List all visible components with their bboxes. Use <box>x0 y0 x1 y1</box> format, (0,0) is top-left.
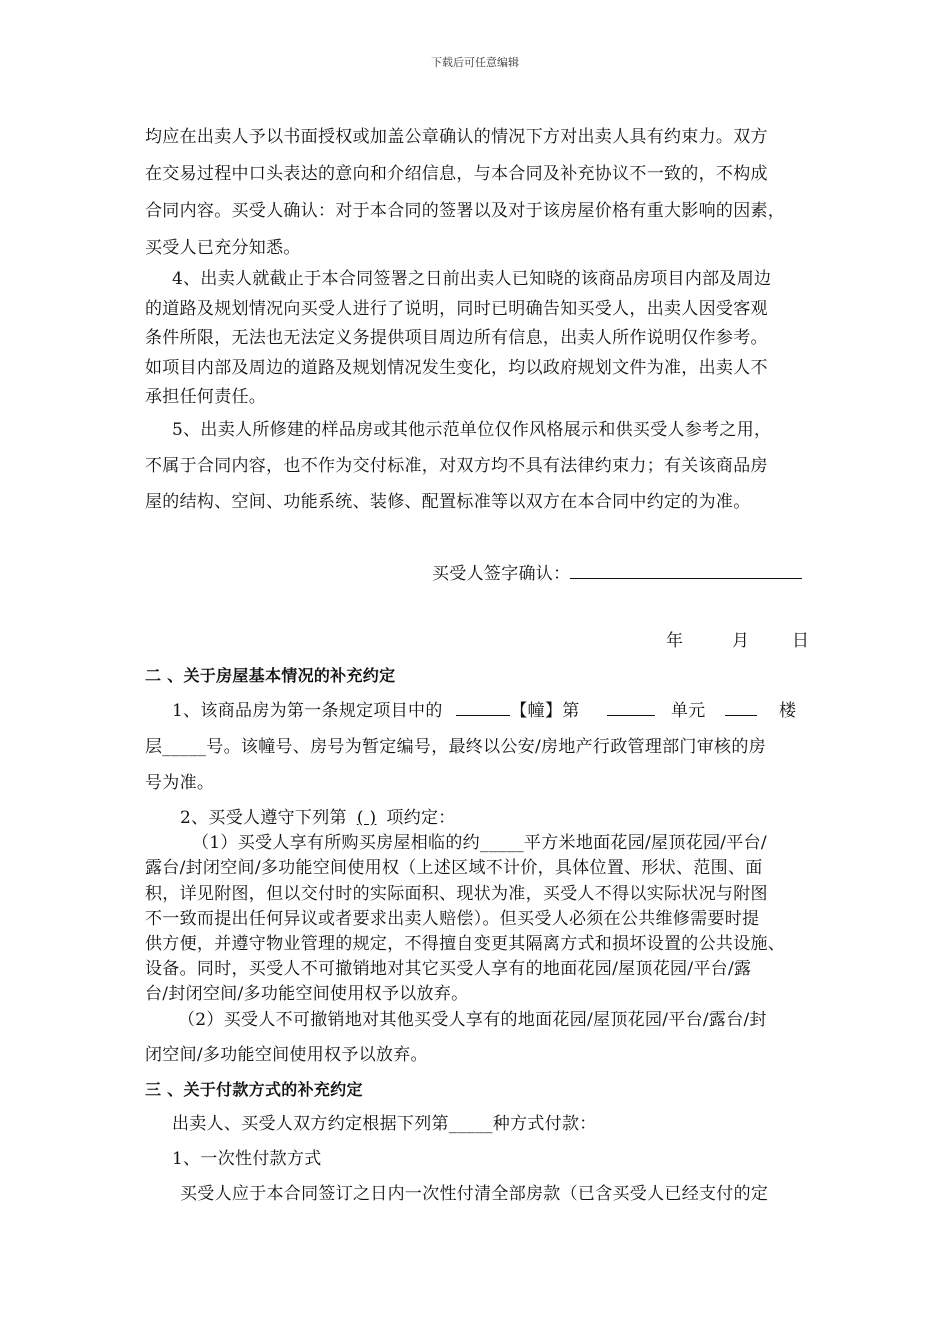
signature-line <box>432 562 802 585</box>
body-line: 均应在出卖人予以书面授权或加盖公章确认的情况下方对出卖人具有约束力。双方 <box>145 127 768 147</box>
body-line: 供方便，并遵守物业管理的规定，不得擅自变更其隔离方式和损坏设置的公共设施、 <box>145 934 786 954</box>
s2-item2-line <box>180 807 456 829</box>
s2-item2-text: 2、买受人遵守下列第 <box>180 808 347 828</box>
s2-item1-text: 楼 <box>779 701 797 721</box>
body-line: 承担任何责任。 <box>145 387 267 407</box>
date-year: 年 <box>666 631 684 651</box>
s2-item1-line <box>172 699 796 722</box>
body-line: （2）买受人不可撤销地对其他买受人享有的地面花园/屋顶花园/平台/露台/封 <box>178 1010 767 1030</box>
building-blank[interactable] <box>456 699 510 716</box>
section-2-title: 二 、关于房屋基本情况的补充约定 <box>145 666 396 685</box>
body-line: 设备。同时，买受人不可撤销地对其它买受人享有的地面花园/屋顶花园/平台/露 <box>145 959 752 979</box>
body-line: 买受人应于本合同签订之日内一次性付清全部房款（已含买受人已经支付的定 <box>180 1184 769 1204</box>
body-line: 不属于合同内容，也不作为交付标准，对双方均不具有法律约束力；有关该商品房 <box>145 456 768 476</box>
body-line: 的道路及规划情况向买受人进行了说明，同时已明确告知买受人，出卖人因受客观 <box>145 299 768 319</box>
body-line: 如项目内部及周边的道路及规划情况发生变化，均以政府规划文件为准，出卖人不 <box>145 358 768 378</box>
floor-blank[interactable] <box>725 699 757 716</box>
body-line: 台/封闭空间/多功能空间使用权予以放弃。 <box>145 984 469 1004</box>
s2-item1-text: 单元 <box>670 701 706 721</box>
signature-label: 买受人签字确认： <box>432 564 571 584</box>
body-line: 合同内容。买受人确认：对于本合同的签署以及对于该房屋价格有重大影响的因素， <box>145 201 786 221</box>
body-line: 4、出卖人就截止于本合同签署之日前出卖人已知晓的该商品房项目内部及周边 <box>172 269 772 289</box>
date-month: 月 <box>732 631 750 651</box>
body-line: （1）买受人享有所购买房屋相临的约_____平方米地面花园/屋顶花园/平台/ <box>192 833 767 853</box>
unit-blank[interactable] <box>607 699 655 716</box>
body-line: 不一致而提出任何异议或者要求出卖人赔偿）。但买受人必须在公共维修需要时提 <box>145 909 760 929</box>
section-3-title: 三 、关于付款方式的补充约定 <box>145 1080 363 1099</box>
body-line: 露台/封闭空间/多功能空间使用权（上述区域不计价，具体位置、形状、范围、面 <box>145 858 763 878</box>
s2-item1-text: 【幢】第 <box>510 701 580 721</box>
body-line: 闭空间/多功能空间使用权予以放弃。 <box>145 1045 428 1065</box>
page-header-note: 下载后可任意编辑 <box>431 56 519 69</box>
body-line: 5、出卖人所修建的样品房或其他示范单位仅作风格展示和供买受人参考之用， <box>172 420 772 440</box>
s2-item2-text: 项约定： <box>386 808 456 828</box>
body-line: 在交易过程中口头表达的意向和介绍信息，与本合同及补充协议不一致的，不构成 <box>145 164 768 184</box>
signature-blank[interactable] <box>570 562 802 579</box>
body-line: 条件所限，无法也无法定义务提供项目周边所有信息，出卖人所作说明仅作参考。 <box>145 328 768 348</box>
option-blank[interactable]: ( ) <box>356 808 377 828</box>
s2-item1-text: 1、该商品房为第一条规定项目中的 <box>172 701 443 721</box>
body-line: 号为准。 <box>145 773 215 793</box>
body-line: 买受人已充分知悉。 <box>145 238 301 258</box>
body-line: 1、一次性付款方式 <box>172 1149 322 1169</box>
date-day: 日 <box>792 631 810 651</box>
body-line: 积，详见附图，但以交付时的实际面积、现状为准，买受人不得以实际状况与附图 <box>145 884 768 904</box>
body-line: 层_____号。该幢号、房号为暂定编号，最终以公安/房地产行政管理部门审核的房 <box>145 737 766 757</box>
body-line: 出卖人、买受人双方约定根据下列第_____种方式付款： <box>172 1114 597 1134</box>
body-line: 屋的结构、空间、功能系统、装修、配置标准等以双方在本合同中约定的为准。 <box>145 492 751 512</box>
